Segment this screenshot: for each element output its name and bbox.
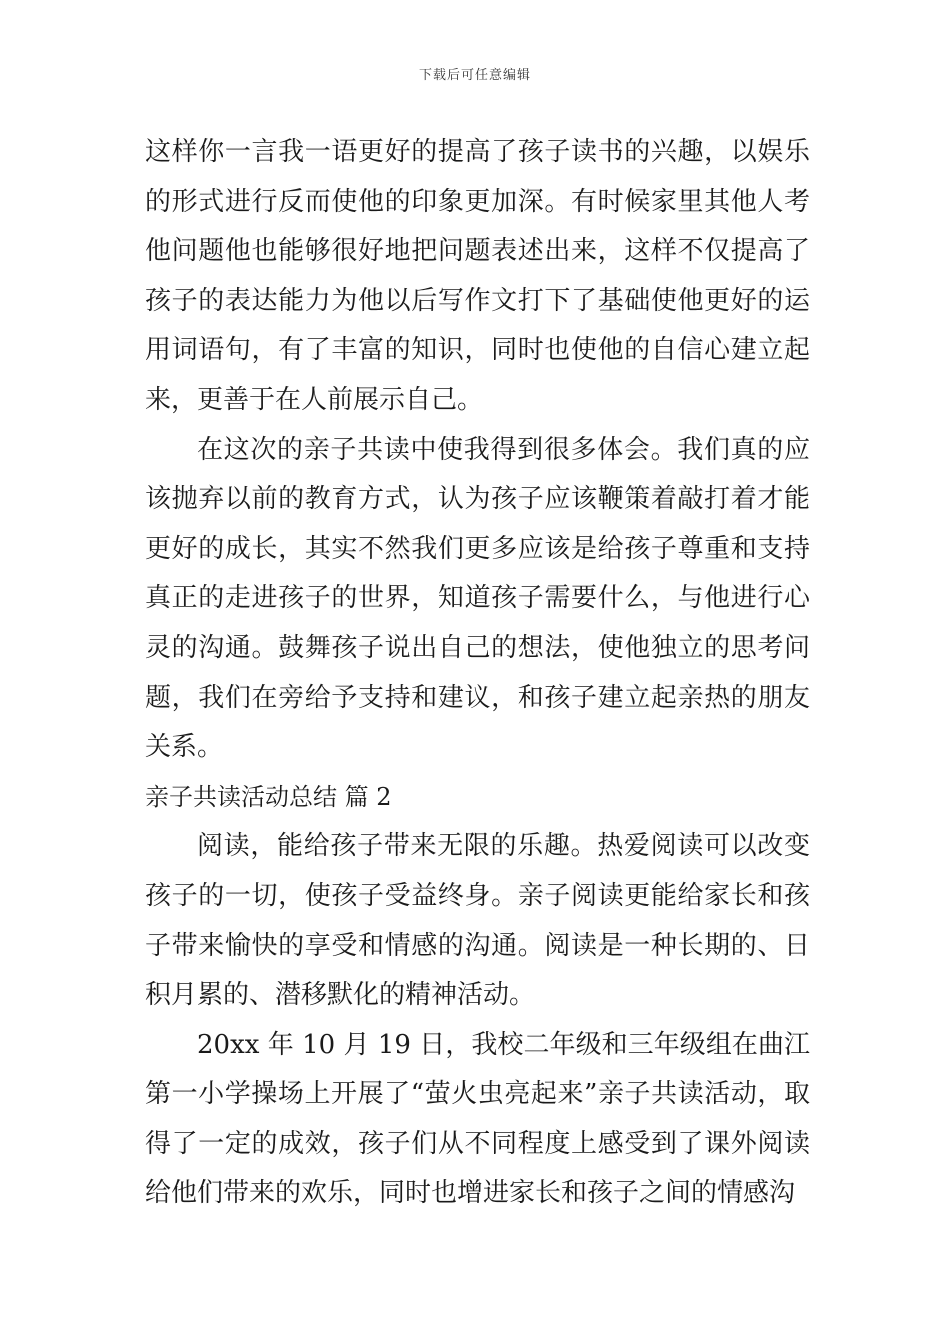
document-body [145, 128, 810, 1219]
paragraph-reading-joy: 阅读，能给孩子带来无限的乐趣。热爱阅读可以改变孩子的一切，使孩子受益终身。亲子阅读更能给家长和孩子带来愉快的享受和情感的沟通。阅读是一种长期的、日积月累的、潜移默化的精神活动。 [145, 831, 810, 1011]
section-heading: 亲子共读活动总结 篇 2 [145, 782, 392, 811]
paragraph-activity: 20xx 年 10 月 19 日，我校二年级和三年级组在曲江第一小学操场上开展了“萤火虫亮起来”亲子共读活动，取得了一定的成效，孩子们从不同程度上感受到了课外阅读给他们带来的欢乐，同时也增进家长和孩子之间的情感沟 [145, 1029, 810, 1209]
paragraph-continued: 这样你一言我一语更好的提高了孩子读书的兴趣，以娱乐的形式进行反而使他的印象更加深。有时候家里其他人考他问题他也能够很好地把问题表述出来，这样不仅提高了孩子的表达能力为他以后写作文打下了基础使他更好的运用词语句，有了丰富的知识，同时也使他的自信心建立起来，更善于在人前展示自己。 [145, 137, 810, 415]
download-note: 下载后可任意编辑 [418, 68, 531, 83]
paragraph-reflection: 在这次的亲子共读中使我得到很多体会。我们真的应该抛弃以前的教育方式，认为孩子应该鞭策着敲打着才能更好的成长，其实不然我们更多应该是给孩子尊重和支持真正的走进孩子的世界，知道孩子需要什么，与他进行心灵的沟通。鼓舞孩子说出自己的想法，使他独立的思考问题，我们在旁给予支持和建议，和孩子建立起亲热的朋友关系。 [145, 434, 810, 763]
